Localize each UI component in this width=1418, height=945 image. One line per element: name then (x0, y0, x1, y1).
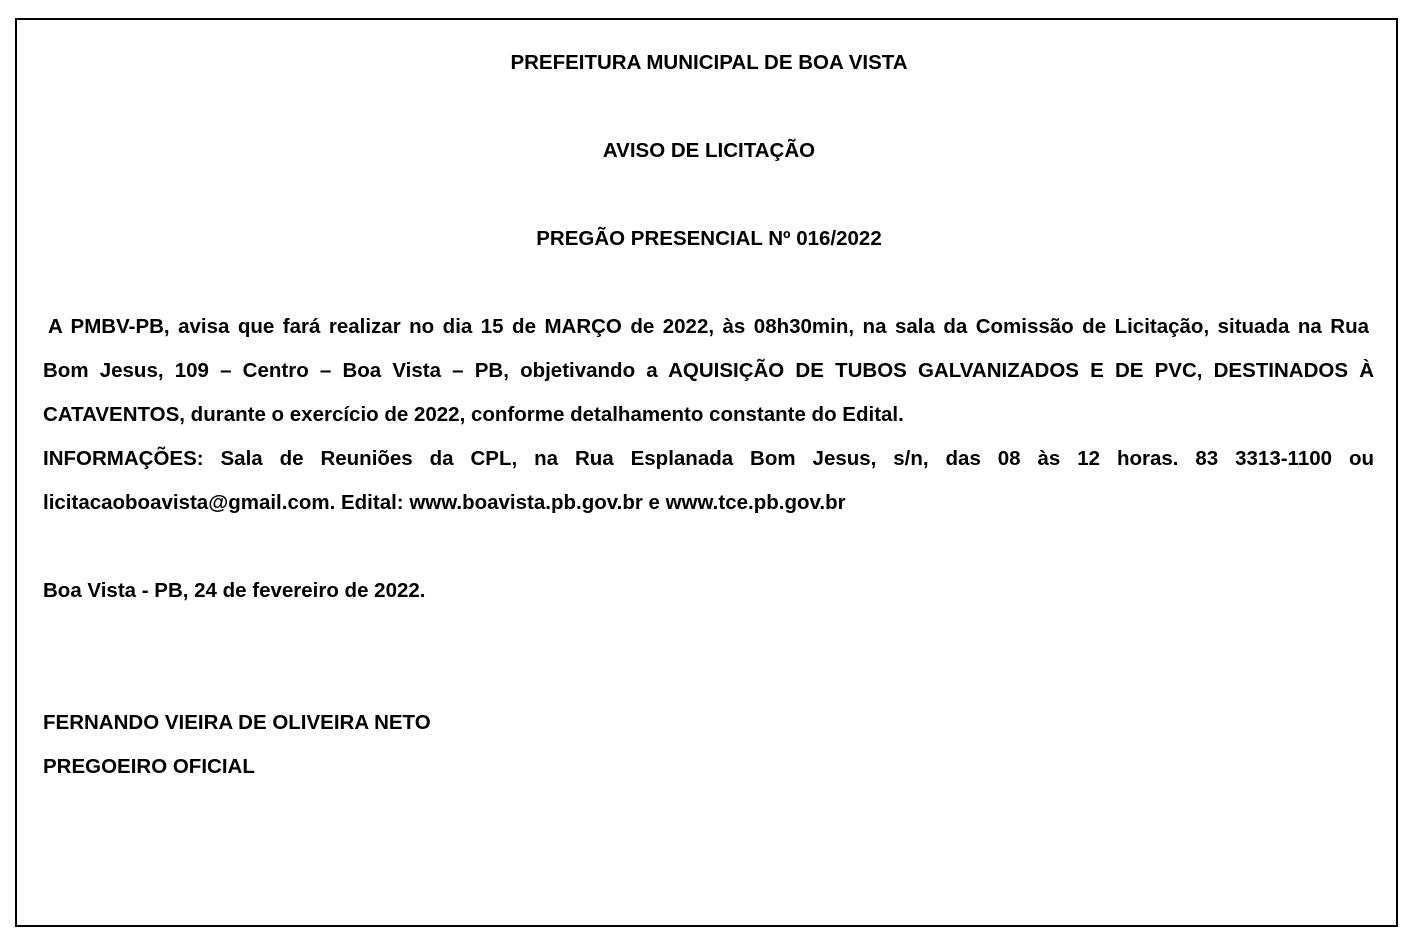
process-number: PREGÃO PRESENCIAL Nº 016/2022 (536, 227, 882, 250)
signatory-role: PREGOEIRO OFICIAL (43, 755, 255, 778)
place-date: Boa Vista - PB, 24 de fevereiro de 2022. (43, 579, 426, 602)
body-line-2: Bom Jesus, 109 – Centro – Boa Vista – PB, objetivando a AQUISIÇÃO DE TUBOS GALVANIZADOS E DE PVC, DESTINADOS À (43, 359, 1374, 382)
body-line-1: A PMBV-PB, avisa que fará realizar no dia 15 de MARÇO de 2022, às 08h30min, na sala da Comissão de Licitação, situada na Rua (48, 315, 1369, 338)
signatory-name: FERNANDO VIEIRA DE OLIVEIRA NETO (43, 711, 431, 734)
body-line-3: CATAVENTOS, durante o exercício de 2022, conforme detalhamento constante do Edital. (43, 403, 904, 426)
notice-title: AVISO DE LICITAÇÃO (602, 139, 816, 162)
info-line-2: licitacaoboavista@gmail.com. Edital: www.boavista.pb.gov.br e www.tce.pb.gov.br (43, 491, 846, 514)
info-line-1: INFORMAÇÕES: Sala de Reuniões da CPL, na Rua Esplanada Bom Jesus, s/n, das 08 às 12 horas. 83 3313-1100 ou (43, 447, 1374, 470)
municipality-heading: PREFEITURA MUNICIPAL DE BOA VISTA (510, 51, 908, 74)
